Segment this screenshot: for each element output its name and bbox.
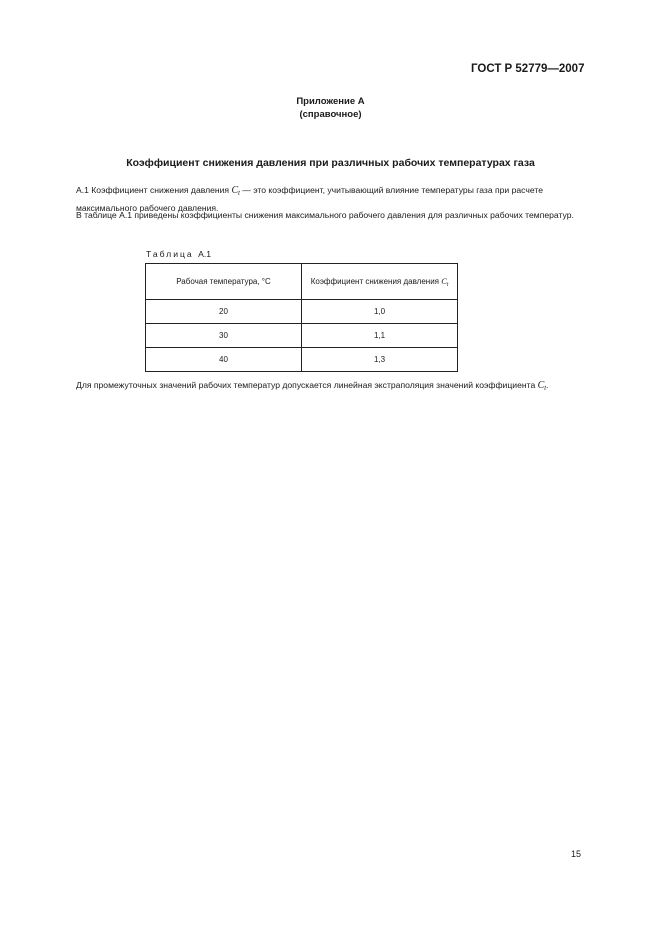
paragraph-extrapolation-lead: Для промежуточных значений рабочих температур допускается линейная экстраполяция значений коэффициента	[76, 380, 538, 390]
header-coefficient-label: Коэффициент снижения давления	[310, 276, 442, 286]
table-row	[146, 324, 458, 348]
cell-temperature: 30	[146, 324, 302, 348]
table-row	[146, 348, 458, 372]
paragraph-extrapolation	[76, 379, 581, 397]
appendix-title: Приложение А	[296, 96, 365, 107]
table-row	[146, 300, 458, 324]
symbol-c: C	[231, 185, 239, 196]
page-number: 15	[571, 849, 582, 859]
document-id: ГОСТ Р 52779—2007	[471, 63, 585, 75]
table-caption	[146, 249, 211, 259]
appendix-heading	[0, 95, 661, 121]
header-temperature: Рабочая температура, °С	[146, 264, 302, 300]
paragraph-extrapolation-end: .	[545, 380, 549, 390]
paragraph-a1-lead: А.1 Коэффициент снижения давления	[76, 185, 232, 195]
paragraph-table-intro: В таблице А.1 приведены коэффициенты снижения максимального рабочего давления для различных рабочих температур.	[76, 210, 574, 220]
symbol-subscript: t	[238, 191, 240, 197]
header-symbol-subscript: t	[446, 281, 449, 288]
header-symbol-c: C	[441, 275, 447, 286]
table-caption-number: А.1	[198, 249, 211, 259]
appendix-subtitle: (справочное)	[299, 109, 362, 120]
table-caption-word: Таблица	[146, 249, 194, 259]
coefficient-table	[145, 263, 458, 372]
cell-temperature: 40	[146, 348, 302, 372]
paragraph-a1-rest: — это коэффициент, учитывающий влияние температуры газа при расчете максимального рабочего давления.	[76, 185, 543, 213]
header-coefficient	[302, 264, 458, 300]
cell-temperature: 20	[146, 300, 302, 324]
table-header-row	[146, 264, 458, 300]
cell-coefficient: 1,3	[302, 348, 458, 372]
cell-coefficient: 1,0	[302, 300, 458, 324]
symbol-subscript: t	[544, 386, 546, 392]
symbol-c: C	[537, 380, 545, 391]
section-title: Коэффициент снижения давления при различных рабочих температурах газа	[126, 157, 535, 169]
cell-coefficient: 1,1	[302, 324, 458, 348]
